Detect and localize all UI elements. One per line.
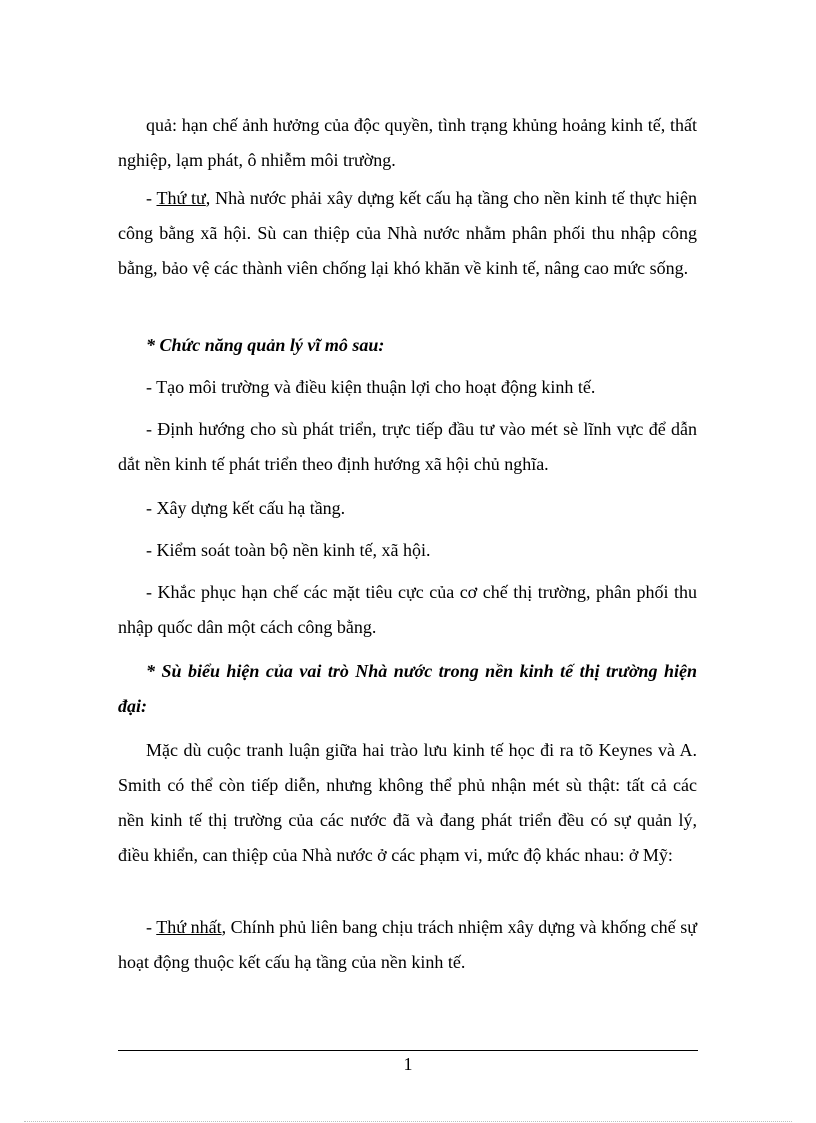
paragraph-first-prefix: -: [146, 917, 157, 937]
page-number: 1: [403, 1054, 413, 1074]
paragraph-fourth-prefix: -: [146, 188, 157, 208]
paragraph-first-lead: Thứ nhất: [156, 917, 222, 937]
page-bottom-edge: [24, 1121, 792, 1122]
list-item-orientation: - Định hướng cho sù phát triển, trực tiếp đầu tư vào mét sè lĩnh vực để dẫn dắt nền kinh tế phát triển theo định hướng xã hội chủ nghĩa.: [118, 419, 697, 474]
list-item-infrastructure: - Xây dựng kết cấu hạ tầng.: [146, 498, 346, 518]
list-item-control: - Kiểm soát toàn bộ nền kinh tế, xã hội.: [146, 540, 431, 560]
paragraph-effects-continuation: quả: hạn chế ảnh hưởng của độc quyền, tình trạng khủng hoảng kinh tế, thất nghiệp, lạm phát, ô nhiễm môi trường.: [118, 115, 697, 170]
section-heading-macro-functions: * Chức năng quản lý vĩ mô sau:: [146, 335, 385, 355]
paragraph-first: [118, 910, 697, 980]
paragraph-fourth-lead: Thứ tư: [156, 188, 206, 208]
paragraph-first-body: , Chính phủ liên bang chịu trách nhiệm xây dựng và khống chế sự hoạt động thuộc kết cấu hạ tầng của nền kinh tế.: [118, 917, 697, 972]
footer-divider: [118, 1050, 698, 1051]
paragraph-keynes-smith: Mặc dù cuộc tranh luận giữa hai trào lưu kinh tế học đi ra tõ Keynes và A. Smith có thể còn tiếp diễn, nhưng không thể phủ nhận mét sù thật: tất cả các nền kinh tế thị trường của các nước đã và đang phát triển đều có sự quản lý, điều khiển, can thiệp của Nhà nước ở các phạm vi, mức độ khác nhau: ở Mỹ:: [118, 740, 697, 865]
paragraph-fourth-body: , Nhà nước phải xây dựng kết cấu hạ tầng cho nền kinh tế thực hiện công bằng xã hội. Sù can thiệp của Nhà nước nhằm phân phối thu nhập công bằng, bảo vệ các thành viên chống lại khó khăn về kinh tế, nâng cao mức sống.: [118, 188, 697, 278]
section-heading-state-role: * Sù biểu hiện của vai trò Nhà nước trong nền kinh tế thị trường hiện đại:: [118, 661, 697, 716]
paragraph-fourth: [118, 181, 697, 286]
list-item-environment: - Tạo môi trường và điều kiện thuận lợi cho hoạt động kinh tế.: [146, 377, 596, 397]
list-item-overcome-limits: - Khắc phục hạn chế các mặt tiêu cực của cơ chế thị trường, phân phối thu nhập quốc dân một cách công bằng.: [118, 582, 697, 637]
